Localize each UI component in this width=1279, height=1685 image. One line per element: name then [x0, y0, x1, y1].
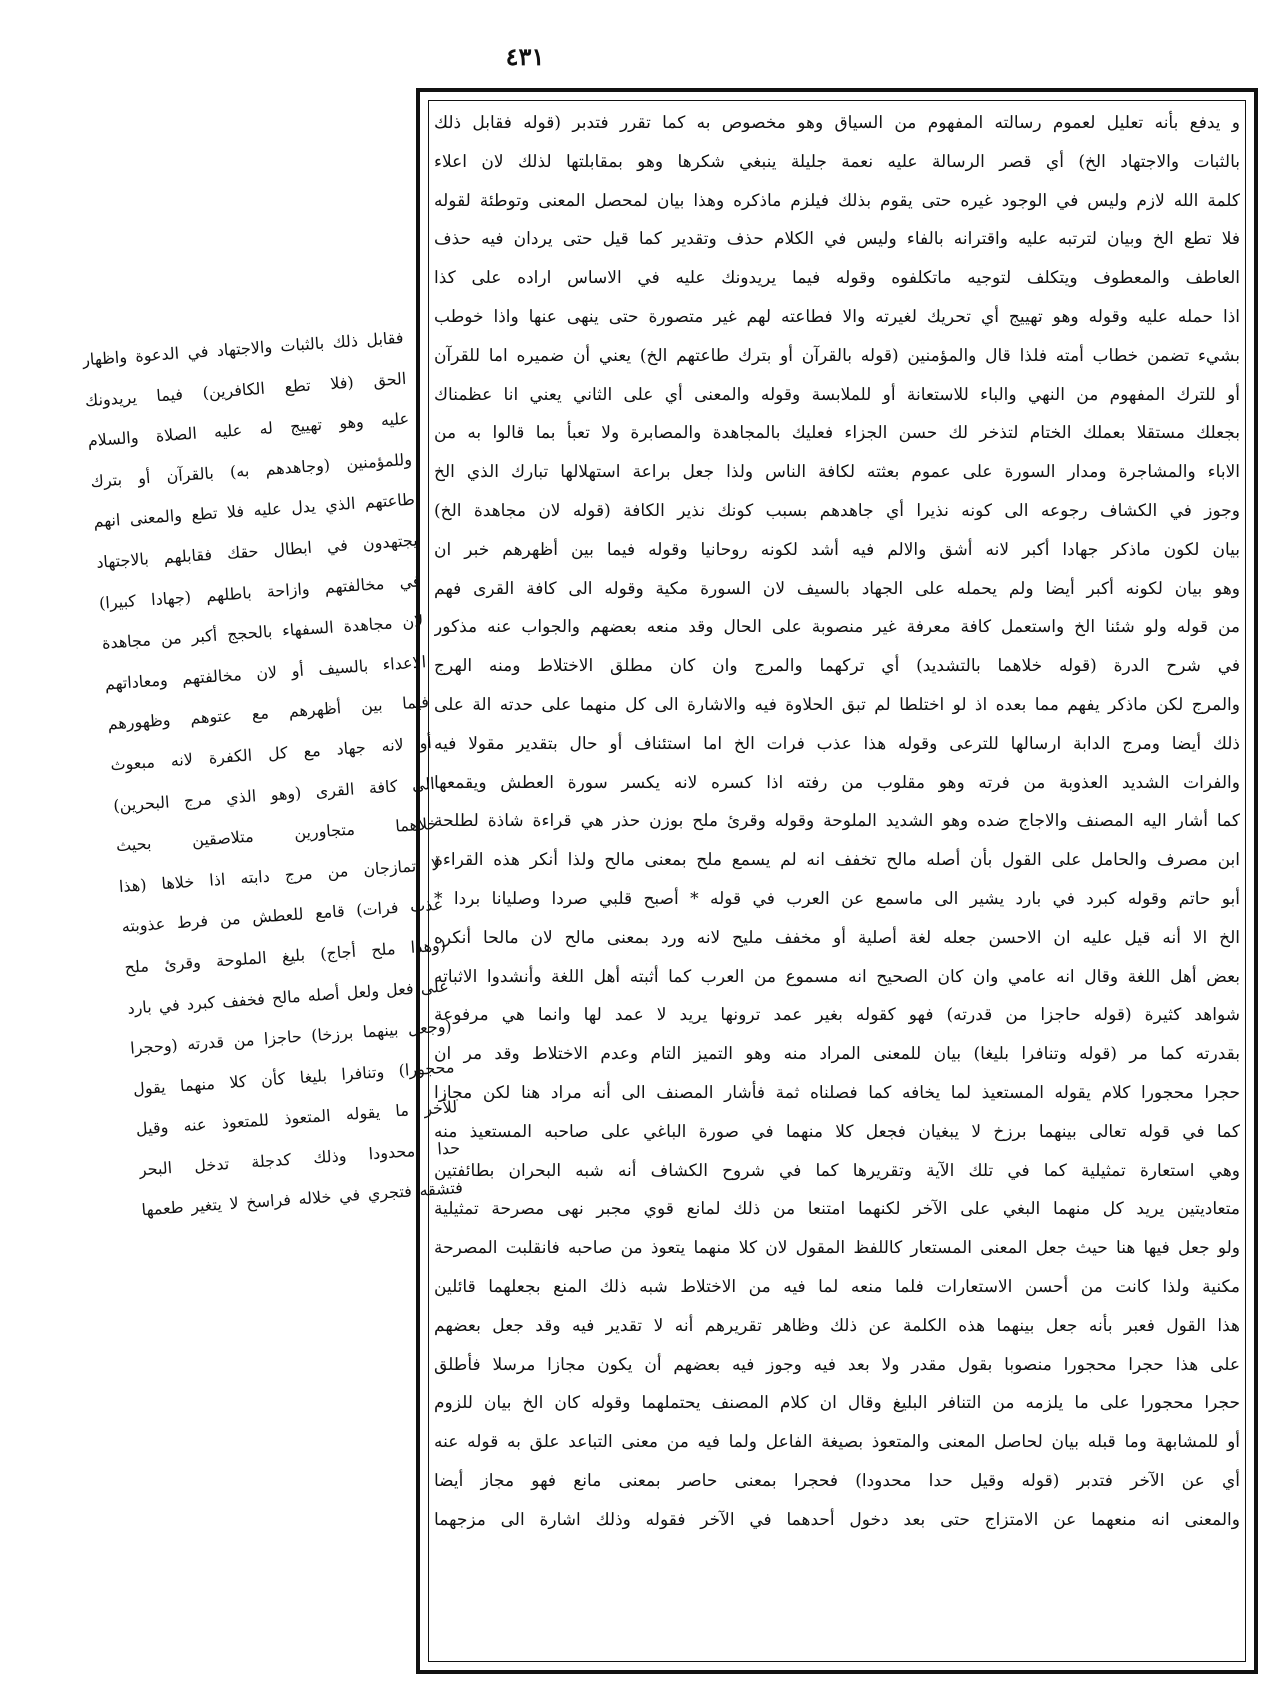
main-text-line: أو للترك المفهوم من النهي والباء للاستعانة أو للملابسة وقوله والمعنى أي على الثاني يعني انا عظمناك	[434, 384, 1240, 405]
main-text-line: فلا تطع الخ وبيان لترتبه عليه واقترانه بالفاء وليس في الكلام حذف وتقدير كما قيل حتى يردان فيه حذف	[434, 229, 1240, 250]
main-text-line: والمعنى انه منعهما عن الامتزاج حتى بعد دخول أحدهما في الآخر فقوله وذلك اشارة الى مزجهما	[434, 1509, 1240, 1530]
margin-text-line: الى كافة القرى (وهو الذي مرج البحرين)	[112, 773, 436, 815]
margin-text-line: محجورا) وتنافرا بليغا كأن كلا منهما يقول	[132, 1056, 455, 1099]
main-text-line: أو للمشابهة وما قبله بيان لحاصل المعنى والمتعوذ بصيغة الفاعل ولما فيه من معنى التباعد علق به قوله عنه	[434, 1432, 1240, 1453]
main-text-line: حجرا محجورا على ما يلزمه من التنافر البليغ وقال ان كلام المصنف يحتملهما وقوله كان الخ بيان للزوم	[434, 1393, 1240, 1414]
margin-text-line: طاعتهم الذي يدل عليه فلا تطع والمعنى انهم	[92, 489, 416, 532]
main-text-line: كلمة الله لازم وليس في الوجود غيره حتى يقوم بذلك فيلزم ماذكره وهذا بيان لمحصل المعنى وتوطئة لقوله	[434, 190, 1240, 211]
main-text-line: وهو بيان لكونه أكبر أيضا ولم يحمله على الجهاد بالسيف لان السورة مكية وقوله الى كافة القرى فهم	[434, 578, 1240, 599]
main-text-block	[434, 104, 1240, 1656]
main-text-line: الاباء والمشاجرة ومدار السورة على عموم بعثته لكافة الناس ولذا جعل براعة استهلالها تبارك الذي الخ	[434, 462, 1240, 483]
main-text-line: هذا القول فعبر بأنه جعل بينهما هذه الكلمة عن ذلك وظاهر تقريرهم أنه لا تقدير فيه وقد جعل بعضهم	[434, 1315, 1240, 1336]
main-text-line: بشيء تضمن خطاب أمته فلذا قال والمؤمنين (قوله بالقرآن أو بترك طاعتهم الخ) يعني أن ضميره اما للقرآن	[434, 345, 1240, 366]
main-text-line: مكنية ولذا كانت من أحسن الاستعارات فلما منعه لما فيه من الاختلاط شبه ذلك المنع بجعلهما قائلين	[434, 1276, 1240, 1297]
margin-text-line: في مخالفتهم وازاحة باطلهم (جهادا كبيرا)	[98, 570, 422, 613]
main-text-line: على هذا حجرا محجورا منصوبا بقول مقدر ولا بعد فيه وجوز فيه بعضهم أن يكون مجازا مرسلا فأطلق	[434, 1354, 1240, 1375]
main-text-line: متعاديتين يريد كل منهما البغي على الآخر لكنهما امتنعا من ذلك لمانع قوي مجبر نهى مصرحة تمثيلية	[434, 1199, 1240, 1220]
margin-text-line: أو لانه جهاد مع كل الكفرة لانه مبعوث	[109, 732, 433, 775]
margin-text-line: الاعداء بالسيف أو لان مخالفتهم ومعاداتهم	[104, 651, 427, 694]
main-text-line: كما في قوله تعالى بينهما برزخ لا يبغيان فجعل كلا منهما في صورة الباغي على صاحبه المستعيذ منه	[434, 1121, 1240, 1142]
main-text-line: اذا حمله عليه وقوله وهو تهييج أي تحريك لغيرته والا فطاعته لهم غير متصورة حتى ينهى عنها واذا خوطب	[434, 306, 1240, 327]
main-text-line: ولو جعل فيها هنا حيث جعل المعنى المستعار كاللفظ المقول لان كلا منهما يتعوذ من صاحبه فانقلبت المصرحة	[434, 1238, 1240, 1259]
margin-text-line: وللمؤمنين (وجاهدهم به) بالقرآن أو بترك	[89, 449, 413, 491]
margin-text-line: فيما بين أظهرهم مع عتوهم وظهورهم	[106, 692, 430, 734]
main-text-line: وجوز في الكشاف رجوعه الى كونه نذيرا أي جاهدهم بسبب كونك نذير الكافة (قوله لان مجاهدة الخ)	[434, 500, 1240, 521]
margin-text-line: حدا محدودا وذلك كدجلة تدخل البحر	[138, 1137, 461, 1180]
main-text-line: حجرا محجورا كلام يقوله المستعيذ لما يخافه كما فصلناه ثمة فأشار المصنف الى أنه مراد هنا لكن مجازا	[434, 1082, 1240, 1103]
margin-text-line: (وهذا ملح أجاج) بليغ الملوحة وقرئ ملح	[123, 935, 447, 977]
page-number: ٤٣١	[505, 42, 545, 71]
main-text-line: العاطف والمعطوف ويتكلف لتوجيه ماتكلفوه وقوله فيما يريدونك عليه في الاساس اراده على كذا	[434, 268, 1240, 289]
main-text-line: ذلك أيضا ومرج الدابة ارسالها للترعى وقوله هذا عذب فرات الخ اما استئناف أو حال بتقدير مقولا فيه	[434, 733, 1240, 754]
margin-text-line: للآخر ما يقوله المتعوذ للمتعوذ عنه وقيل	[135, 1097, 458, 1139]
main-text-line: ابن مصرف والحامل على القول بأن أصله مالح تخفف انه لم يسمع ملح بمعنى مالح ولذا أنكر هذه القراءة	[434, 850, 1240, 871]
main-text-line: و يدفع بأنه تعليل لعموم رسالته المفهوم من السياق وهو مخصوص به كما تقرر فتدبر (قوله فقابل ذلك	[434, 113, 1240, 133]
margin-commentary	[81, 318, 465, 1231]
margin-text-line: الحق (فلا تطع الكافرين) فيما يريدونك	[84, 368, 407, 410]
main-text-line: كما أشار اليه المصنف والاجاج ضده وهو الشديد الملوحة وقوله وقرئ ملح بوزن حذر هي قراءة شاذة لطلحة	[434, 811, 1240, 832]
main-text-line: الخ الا أنه قيل عليه ان الاحسن جعله لغة أصلية أو مخفف مليح لانه ورد بمعنى مالح لان مالحا أنكره	[434, 927, 1240, 948]
main-text-line: بيان لكون ماذكر جهادا أكبر لانه أشق والالم فيه أشد لكونه روحانيا وقوله فيما بين أظهرهم خبر ان	[434, 539, 1240, 560]
margin-text-line: على فعل ولعل أصله مالح فخفف كبرد في بارد	[126, 975, 450, 1018]
main-text-line: شواهد كثيرة (قوله حاجزا من قدرته) فهو كقوله بغير عمد ترونها يريد لا عمد لها وانما هي مرفوعة	[434, 1005, 1240, 1026]
margin-text-line: عليه وهو تهييج له عليه الصلاة والسلام	[87, 408, 410, 451]
margin-text-line: لا تمازجان من مرج دابته اذا خلاها (هذا	[118, 854, 441, 896]
margin-text-line: فتشقه فتجري في خلاله فراسخ لا يتغير طعمها	[140, 1178, 464, 1220]
main-text-line: بعض أهل اللغة وقال انه عامي وان كان الصحيح انه مسموع من العرب كما أثبته أهل اللغة وأنشدوا الاثباته	[434, 966, 1240, 987]
margin-text-line: فقابل ذلك بالثبات والاجتهاد في الدعوة واظهار	[81, 327, 405, 370]
main-text-line: والفرات الشديد العذوبة من فرته وهو مقلوب من رفته اذا كسره لانه يكسر سورة العطش ويقمعها	[434, 772, 1240, 793]
main-text-line: أبو حاتم وقوله كبرد في بارد يشير الى ماسمع عن العرب في قوله * أصبح قلبي صردا وصليانا بردا *	[434, 888, 1240, 909]
main-text-line: بقدرته كما مر (قوله وتنافرا بليغا) بيان للمعنى المراد منه وهو التميز التام وعدم الاختلاط وقد مر ان	[434, 1044, 1240, 1065]
main-text-line: والمرج لكن ماذكر يفهم مما بعده اذ لو اختلطا لم تبق الحلاوة فيه والاشارة الى كل منهما على حدته الة على	[434, 694, 1240, 715]
main-text-line: أي عن الآخر فتدبر (قوله وقيل حدا محدودا) فحجرا بمعنى حاصر بمعنى مانع فهو مجاز أيضا	[434, 1470, 1240, 1491]
main-text-line: من قوله ولو شئنا الخ واستعمل كافة معرفة غير منصوبة على الحال وقد منعه بعضهم والجواب عنه مذكور	[434, 617, 1240, 638]
main-text-line: في شرح الدرة (قوله خلاهما بالتشديد) أي تركهما والمرج وان كان مطلق الاختلاط ومنه الهرج	[434, 656, 1240, 677]
margin-text-line: لان مجاهدة السفهاء بالحجج أكبر من مجاهدة	[101, 611, 424, 653]
margin-text-line: خلاهما متجاورين متلاصقين بحيث	[115, 813, 439, 856]
margin-text-line: (وجعل بينهما برزخا) حاجزا من قدرته (وحجرا	[129, 1016, 453, 1058]
main-text-line: بجعلك مستقلا بعملك الختام لتذخر لك حسن الجزاء فعليك بالمجاهدة والمصابرة ولا تعبأ بما قالوا به من	[434, 423, 1240, 444]
margin-text-line: عذب فرات) قامع للعطش من فرط عذوبته	[121, 894, 444, 937]
margin-text-line: يجتهدون في ابطال حقك فقابلهم بالاجتهاد	[95, 530, 419, 572]
main-text-line: وهي استعارة تمثيلية كما في تلك الآية وتقريرها كما في شروح الكشاف أنه شبه البحران بطائفتين	[434, 1160, 1240, 1181]
main-text-line: بالثبات والاجتهاد الخ) أي قصر الرسالة عليه نعمة جليلة ينبغي شكرها وهو بمقابلتها لذلك لان اعلاء	[434, 151, 1240, 172]
